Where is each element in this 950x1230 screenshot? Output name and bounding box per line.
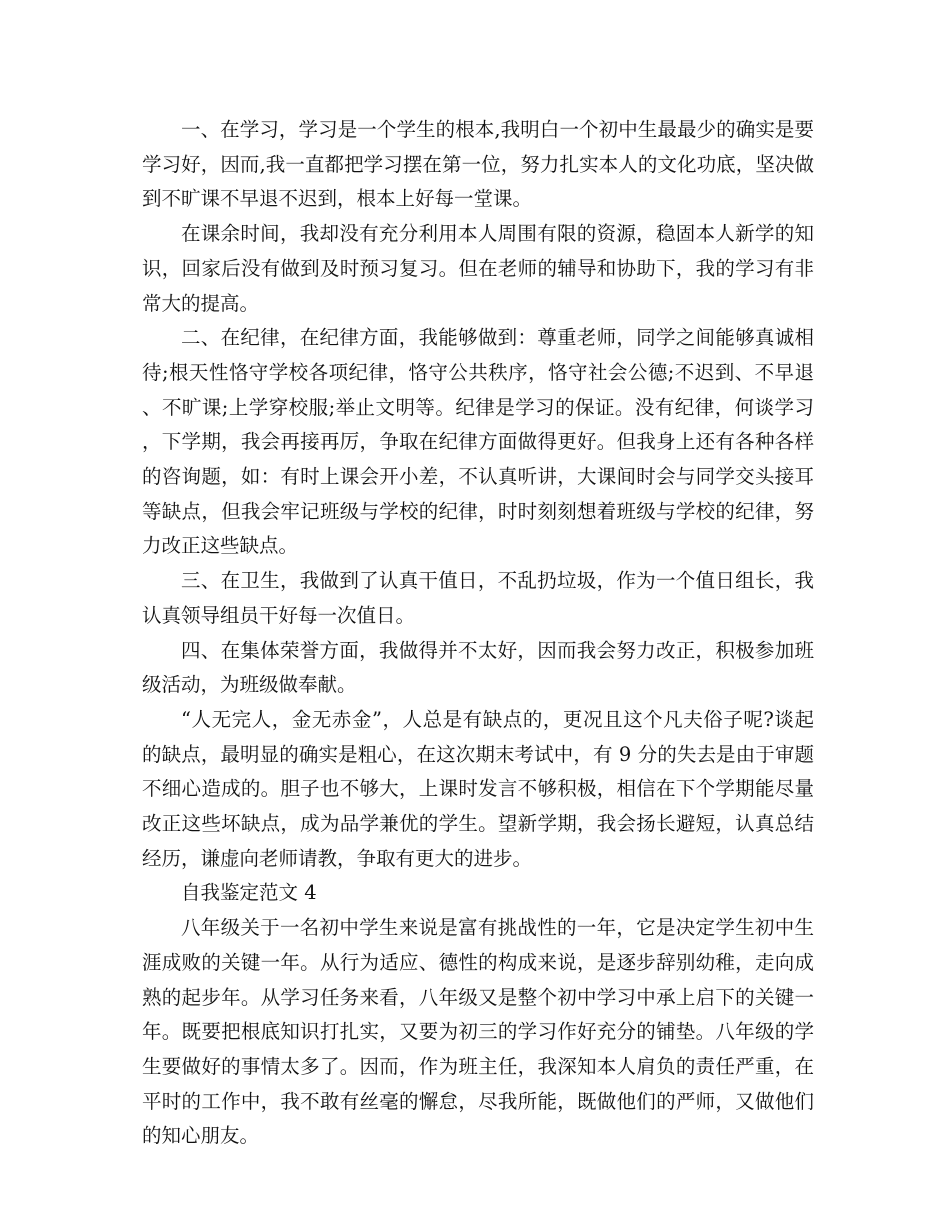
paragraph-study: 一、在学习，学习是一个学生的根本,我明白一个初中生最最少的确实是要学习好，因而,我一直都把学习摆在第一位，努力扎实本人的文化功底，坚决做到不旷课不早退不迟到，根本上好每一堂课。 <box>142 118 814 211</box>
paragraph-shortcomings: “人无完人，金无赤金”，人总是有缺点的，更况且这个凡夫俗子呢?谈起的缺点，最明显的确实是粗心，在这次期末考试中，有 9 分的失去是由于审题不细心造成的。胆子也不够大，上课时发言不够积极，相信在下个学期能尽量改正这些坏缺点，成为品学兼优的学生。望新学期，我会扬长避短，认真总结经历，谦虚向老师请教，争取有更大的进步。 <box>142 707 814 870</box>
document-body <box>142 113 814 1154</box>
paragraph-discipline: 二、在纪律，在纪律方面，我能够做到：尊重老师，同学之间能够真诚相待;根天性恪守学校各项纪律，恪守公共秩序，恪守社会公德;不迟到、不早退、不旷课;上学穿校服;举止文明等。纪律是学习的保证。没有纪律，何谈学习，下学期，我会再接再厉，争取在纪律方面做得更好。但我身上还有各种各样的咨询题，如：有时上课会开小差，不认真听讲，大课间时会与同学交头接耳等缺点，但我会牢记班级与学校的纪律，时时刻刻想着班级与学校的纪律，努力改正这些缺点。 <box>142 326 814 558</box>
section-heading: 自我鉴定范文 4 <box>181 881 317 905</box>
paragraph-grade-eight: 八年级关于一名初中学生来说是富有挑战性的一年，它是决定学生初中生涯成败的关键一年。从行为适应、德性的构成来说，是逐步辞别幼稚，走向成熟的起步年。从学习任务来看，八年级又是整个初中学习中承上启下的关键一年。既要把根底知识打扎实，又要为初三的学习作好充分的铺垫。八年级的学生要做好的事情太多了。因而，作为班主任，我深知本人肩负的责任严重，在平时的工作中，我不敢有丝毫的懈怠，尽我所能，既做他们的严师，又做他们的知心朋友。 <box>142 916 814 1148</box>
paragraph-collective-honor: 四、在集体荣誉方面，我做得并不太好，因而我会努力改正，积极参加班级活动，为班级做奉献。 <box>142 638 814 697</box>
paragraph-hygiene: 三、在卫生，我做到了认真干值日，不乱扔垃圾，作为一个值日组长，我认真领导组员干好每一次值日。 <box>142 569 814 627</box>
paragraph-spare-time: 在课余时间，我却没有充分利用本人周围有限的资源，稳固本人新学的知识，回家后没有做到及时预习复习。但在老师的辅导和协助下，我的学习有非常大的提高。 <box>142 222 814 315</box>
